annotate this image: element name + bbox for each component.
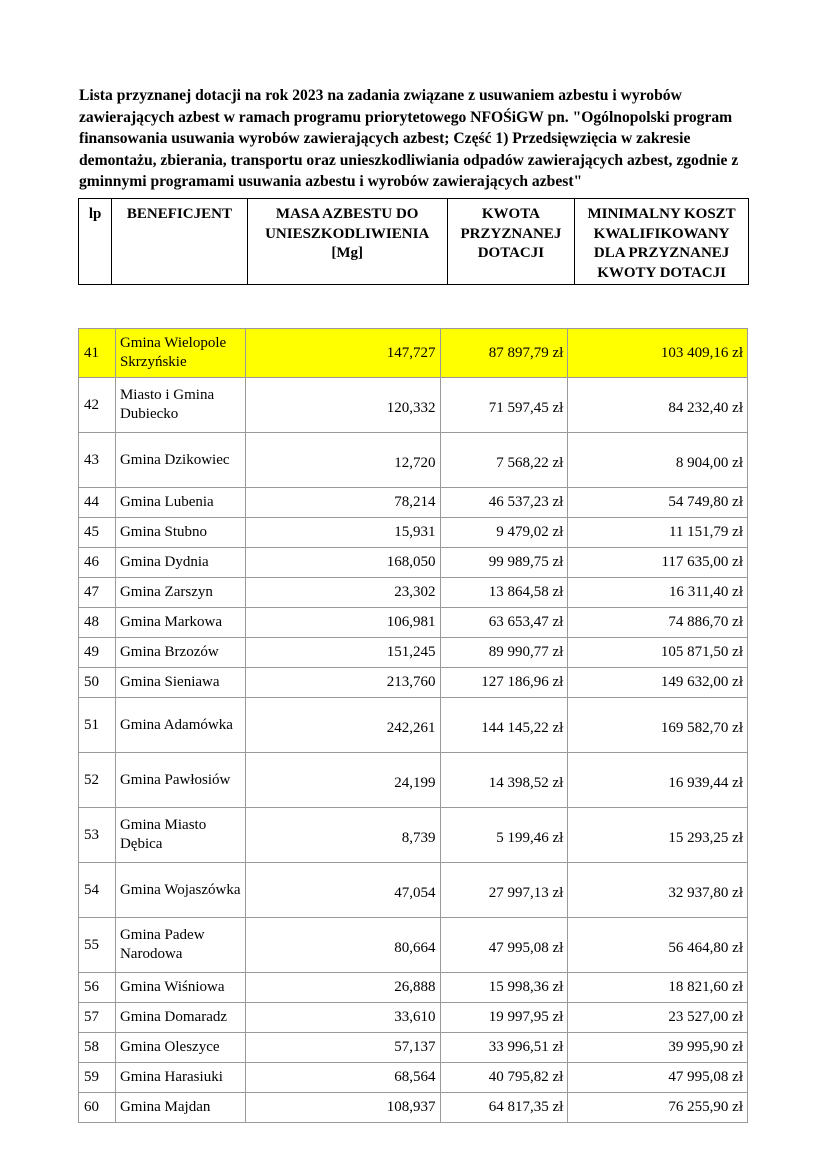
table-row bbox=[79, 973, 748, 1003]
table-row bbox=[79, 808, 748, 863]
cell-masa: 106,981 bbox=[245, 608, 440, 638]
cell-kwota: 46 537,23 zł bbox=[440, 488, 568, 518]
cell-kwota: 71 597,45 zł bbox=[440, 378, 568, 433]
cell-lp: 51 bbox=[79, 698, 116, 753]
cell-masa: 151,245 bbox=[245, 638, 440, 668]
cell-masa: 108,937 bbox=[245, 1093, 440, 1123]
table-row bbox=[79, 1093, 748, 1123]
cell-beneficjent: Gmina Stubno bbox=[115, 518, 245, 548]
cell-lp: 42 bbox=[79, 378, 116, 433]
table-row bbox=[79, 518, 748, 548]
cell-lp: 48 bbox=[79, 608, 116, 638]
table-row bbox=[79, 1033, 748, 1063]
cell-lp: 43 bbox=[79, 433, 116, 488]
cell-kwota: 13 864,58 zł bbox=[440, 578, 568, 608]
cell-koszt: 84 232,40 zł bbox=[568, 378, 748, 433]
cell-koszt: 39 995,90 zł bbox=[568, 1033, 748, 1063]
column-header-masa: MASA AZBESTU DO UNIESZKODLIWIENIA [Mg] bbox=[247, 199, 447, 285]
cell-beneficjent: Gmina Oleszyce bbox=[115, 1033, 245, 1063]
cell-koszt: 16 939,44 zł bbox=[568, 753, 748, 808]
cell-lp: 45 bbox=[79, 518, 116, 548]
cell-koszt: 56 464,80 zł bbox=[568, 918, 748, 973]
cell-kwota: 99 989,75 zł bbox=[440, 548, 568, 578]
cell-beneficjent: Gmina Pawłosiów bbox=[115, 753, 245, 808]
data-table bbox=[78, 328, 748, 1123]
table-row bbox=[79, 1003, 748, 1033]
cell-beneficjent: Gmina Lubenia bbox=[115, 488, 245, 518]
cell-kwota: 33 996,51 zł bbox=[440, 1033, 568, 1063]
cell-masa: 47,054 bbox=[245, 863, 440, 918]
cell-lp: 41 bbox=[79, 329, 116, 378]
table-row bbox=[79, 378, 748, 433]
cell-kwota: 87 897,79 zł bbox=[440, 329, 568, 378]
cell-kwota: 5 199,46 zł bbox=[440, 808, 568, 863]
cell-beneficjent: Gmina Wojaszówka bbox=[115, 863, 245, 918]
cell-lp: 46 bbox=[79, 548, 116, 578]
cell-kwota: 47 995,08 zł bbox=[440, 918, 568, 973]
cell-lp: 52 bbox=[79, 753, 116, 808]
cell-beneficjent: Gmina Harasiuki bbox=[115, 1063, 245, 1093]
table-row bbox=[79, 548, 748, 578]
table-row bbox=[79, 578, 748, 608]
cell-beneficjent: Gmina Markowa bbox=[115, 608, 245, 638]
cell-masa: 33,610 bbox=[245, 1003, 440, 1033]
cell-beneficjent: Gmina Miasto Dębica bbox=[115, 808, 245, 863]
cell-koszt: 169 582,70 zł bbox=[568, 698, 748, 753]
cell-masa: 80,664 bbox=[245, 918, 440, 973]
cell-koszt: 8 904,00 zł bbox=[568, 433, 748, 488]
cell-koszt: 103 409,16 zł bbox=[568, 329, 748, 378]
cell-beneficjent: Gmina Sieniawa bbox=[115, 668, 245, 698]
cell-beneficjent: Gmina Domaradz bbox=[115, 1003, 245, 1033]
cell-masa: 213,760 bbox=[245, 668, 440, 698]
cell-koszt: 74 886,70 zł bbox=[568, 608, 748, 638]
cell-kwota: 9 479,02 zł bbox=[440, 518, 568, 548]
table-row bbox=[79, 488, 748, 518]
cell-koszt: 11 151,79 zł bbox=[568, 518, 748, 548]
table-row bbox=[79, 1063, 748, 1093]
cell-koszt: 76 255,90 zł bbox=[568, 1093, 748, 1123]
cell-kwota: 27 997,13 zł bbox=[440, 863, 568, 918]
cell-masa: 168,050 bbox=[245, 548, 440, 578]
cell-lp: 57 bbox=[79, 1003, 116, 1033]
cell-masa: 15,931 bbox=[245, 518, 440, 548]
cell-masa: 242,261 bbox=[245, 698, 440, 753]
table-row bbox=[79, 918, 748, 973]
cell-lp: 59 bbox=[79, 1063, 116, 1093]
column-header-beneficjent: BENEFICJENT bbox=[112, 199, 248, 285]
cell-koszt: 149 632,00 zł bbox=[568, 668, 748, 698]
table-row bbox=[79, 433, 748, 488]
cell-koszt: 54 749,80 zł bbox=[568, 488, 748, 518]
cell-masa: 120,332 bbox=[245, 378, 440, 433]
cell-koszt: 15 293,25 zł bbox=[568, 808, 748, 863]
header-table bbox=[78, 198, 749, 285]
cell-masa: 24,199 bbox=[245, 753, 440, 808]
cell-koszt: 117 635,00 zł bbox=[568, 548, 748, 578]
cell-masa: 23,302 bbox=[245, 578, 440, 608]
table-row bbox=[79, 668, 748, 698]
column-header-lp: lp bbox=[79, 199, 112, 285]
cell-kwota: 40 795,82 zł bbox=[440, 1063, 568, 1093]
column-header-koszt: MINIMALNY KOSZT KWALIFIKOWANY DLA PRZYZNANEJ KWOTY DOTACJI bbox=[575, 199, 749, 285]
table-row bbox=[79, 863, 748, 918]
cell-koszt: 32 937,80 zł bbox=[568, 863, 748, 918]
cell-lp: 49 bbox=[79, 638, 116, 668]
cell-kwota: 144 145,22 zł bbox=[440, 698, 568, 753]
cell-masa: 147,727 bbox=[245, 329, 440, 378]
cell-koszt: 47 995,08 zł bbox=[568, 1063, 748, 1093]
cell-lp: 44 bbox=[79, 488, 116, 518]
table-row bbox=[79, 753, 748, 808]
cell-beneficjent: Gmina Wiśniowa bbox=[115, 973, 245, 1003]
cell-lp: 54 bbox=[79, 863, 116, 918]
cell-kwota: 89 990,77 zł bbox=[440, 638, 568, 668]
cell-beneficjent: Gmina Adamówka bbox=[115, 698, 245, 753]
cell-masa: 26,888 bbox=[245, 973, 440, 1003]
cell-lp: 50 bbox=[79, 668, 116, 698]
table-row bbox=[79, 698, 748, 753]
table-row bbox=[79, 608, 748, 638]
cell-masa: 78,214 bbox=[245, 488, 440, 518]
cell-beneficjent: Gmina Brzozów bbox=[115, 638, 245, 668]
column-header-kwota: KWOTA PRZYZNANEJ DOTACJI bbox=[447, 199, 575, 285]
cell-masa: 57,137 bbox=[245, 1033, 440, 1063]
cell-koszt: 18 821,60 zł bbox=[568, 973, 748, 1003]
cell-masa: 12,720 bbox=[245, 433, 440, 488]
cell-masa: 8,739 bbox=[245, 808, 440, 863]
cell-lp: 58 bbox=[79, 1033, 116, 1063]
cell-beneficjent: Gmina Dzikowiec bbox=[115, 433, 245, 488]
cell-koszt: 16 311,40 zł bbox=[568, 578, 748, 608]
cell-kwota: 19 997,95 zł bbox=[440, 1003, 568, 1033]
cell-koszt: 105 871,50 zł bbox=[568, 638, 748, 668]
cell-kwota: 64 817,35 zł bbox=[440, 1093, 568, 1123]
cell-beneficjent: Gmina Wielopole Skrzyńskie bbox=[115, 329, 245, 378]
cell-beneficjent: Gmina Dydnia bbox=[115, 548, 245, 578]
header-row bbox=[79, 199, 749, 285]
cell-lp: 53 bbox=[79, 808, 116, 863]
cell-kwota: 14 398,52 zł bbox=[440, 753, 568, 808]
cell-beneficjent: Gmina Zarszyn bbox=[115, 578, 245, 608]
document-title: Lista przyznanej dotacji na rok 2023 na zadania związane z usuwaniem azbestu i wyrobów zawierających azbest w ramach programu priorytetowego NFOŚiGW pn. "Ogólnopolski program finansowania usuwania wyrobów zawierających azbest; Część 1) Przedsięwzięcia w zakresie demontażu, zbierania, transportu oraz unieszkodliwiania odpadów zawierających azbest, zgodnie z gminnymi programami usuwania azbestu i wyrobów zawierających azbest" bbox=[79, 87, 739, 191]
cell-beneficjent: Gmina Padew Narodowa bbox=[115, 918, 245, 973]
cell-kwota: 63 653,47 zł bbox=[440, 608, 568, 638]
cell-masa: 68,564 bbox=[245, 1063, 440, 1093]
cell-beneficjent: Miasto i Gmina Dubiecko bbox=[115, 378, 245, 433]
cell-kwota: 15 998,36 zł bbox=[440, 973, 568, 1003]
cell-kwota: 127 186,96 zł bbox=[440, 668, 568, 698]
cell-lp: 56 bbox=[79, 973, 116, 1003]
cell-lp: 55 bbox=[79, 918, 116, 973]
table-row bbox=[79, 329, 748, 378]
cell-beneficjent: Gmina Majdan bbox=[115, 1093, 245, 1123]
cell-kwota: 7 568,22 zł bbox=[440, 433, 568, 488]
cell-lp: 47 bbox=[79, 578, 116, 608]
cell-koszt: 23 527,00 zł bbox=[568, 1003, 748, 1033]
cell-lp: 60 bbox=[79, 1093, 116, 1123]
table-row bbox=[79, 638, 748, 668]
